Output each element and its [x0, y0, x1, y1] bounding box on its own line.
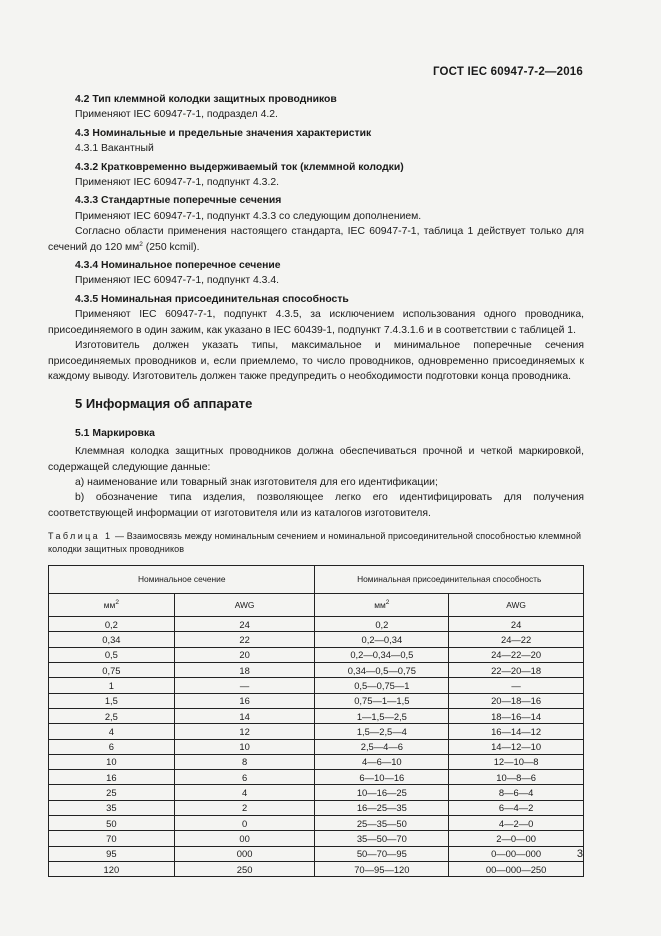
- table-cell: 1—1,5—2,5: [315, 708, 449, 723]
- table-cell: 14: [174, 708, 315, 723]
- table-cell: 18: [174, 663, 315, 678]
- table-row: [49, 663, 584, 678]
- section-4-3-2-text: Применяют IEC 60947-7-1, подпункт 4.3.2.: [75, 177, 280, 189]
- table-row: [49, 831, 584, 846]
- table-cell: 2—0—00: [449, 831, 584, 846]
- table-subheader-text: AWG: [234, 599, 255, 610]
- table-cell: 16: [174, 693, 315, 708]
- table-row: [49, 617, 584, 632]
- table-cell: 0: [174, 816, 315, 831]
- table-row: [49, 754, 584, 769]
- table-cell: 70: [49, 831, 175, 846]
- table-cell: 70—95—120: [315, 861, 449, 876]
- table-cell: 24—22: [449, 632, 584, 647]
- table-cell: 6—10—16: [315, 770, 449, 785]
- table-subheader-text: мм: [103, 599, 116, 610]
- table-cell: 0—00—000: [449, 846, 584, 861]
- table-row: [49, 785, 584, 800]
- table-cell: —: [174, 678, 315, 693]
- section-4-2-text: Применяют IEC 60947-7-1, подраздел 4.2.: [75, 109, 278, 121]
- table-cell: 0,5—0,75—1: [315, 678, 449, 693]
- table-subheader-cell: [449, 594, 584, 617]
- table-caption: [48, 530, 584, 556]
- section-4-2-title: 4.2 Тип клеммной колодки защитных проводников: [75, 94, 337, 105]
- table-cell: 12: [174, 724, 315, 739]
- section-4-3-1: 4.3.1 Вакантный: [75, 143, 154, 155]
- table-cell: 16: [49, 770, 175, 785]
- table-subheader-cell: [174, 594, 315, 617]
- section-4-3-3-text2b: (250 kcmil).: [142, 241, 200, 253]
- table-cell: 6: [49, 739, 175, 754]
- section-5-1-item-b: b) обозначение типа изделия, позволяющее легко его идентифицировать для получения соответствующей информации от изготовителя или из каталогов изготовителя.: [48, 492, 584, 519]
- table-cell: 00—000—250: [449, 861, 584, 876]
- table-caption-label: Таблица 1: [48, 531, 113, 542]
- table-cell: 000: [174, 846, 315, 861]
- table-cell: 10—8—6: [449, 770, 584, 785]
- table-cell: —: [449, 678, 584, 693]
- section-5-1-title: 5.1 Маркировка: [75, 427, 155, 439]
- table-row: [49, 770, 584, 785]
- table-cell: 10: [49, 754, 175, 769]
- table-cell: 2: [174, 800, 315, 815]
- table-cell: 50: [49, 816, 175, 831]
- table-cell: 0,2—0,34: [315, 632, 449, 647]
- section-5-1-text: Клеммная колодка защитных проводников должна обеспечиваться прочной и четкой маркировкой, содержащей следующие данные:: [48, 446, 584, 473]
- table-subheader-sup: 2: [115, 598, 119, 606]
- table-subheader-cell: [315, 594, 449, 617]
- section-5-title: 5 Информация об аппарате: [75, 396, 253, 412]
- table-subheader-text: AWG: [506, 599, 526, 610]
- table-cell: 18—16—14: [449, 708, 584, 723]
- table-cell: 6—4—2: [449, 800, 584, 815]
- table-cell: 1: [49, 678, 175, 693]
- section-4-3-3-text1: Применяют IEC 60947-7-1, подпункт 4.3.3 со следующим дополнением.: [75, 210, 422, 222]
- table-cell: 00: [174, 831, 315, 846]
- table-cell: 1,5: [49, 693, 175, 708]
- table-cell: 22: [174, 632, 315, 647]
- table-row: [49, 846, 584, 861]
- table-cell: 25: [49, 785, 175, 800]
- section-4-3-3-title: 4.3.3 Стандартные поперечные сечения: [75, 195, 282, 207]
- table-cell: 14—12—10: [449, 739, 584, 754]
- section-5-1-item-a: a) наименование или товарный знак изготовителя для его идентификации;: [75, 476, 438, 488]
- table-cell: 24: [449, 617, 584, 632]
- table-cell: 50—70—95: [315, 846, 449, 861]
- table-cell: 1,5—2,5—4: [315, 724, 449, 739]
- table-cell: 0,2: [49, 617, 175, 632]
- section-4-3-2-title: 4.3.2 Кратковременно выдерживаемый ток (клеммной колодки): [75, 161, 404, 173]
- table-cell: 95: [49, 846, 175, 861]
- table-cell: 20: [174, 647, 315, 662]
- sections-table: [48, 565, 584, 877]
- section-4-3-title: 4.3 Номинальные и предельные значения характеристик: [75, 127, 372, 139]
- section-4-3-3-text2a: Согласно области применения настоящего стандарта, IEC 60947-7-1, таблица 1 действует только для сечений до 120 мм: [48, 226, 584, 253]
- table-subheader-sup: 2: [385, 598, 390, 606]
- section-4-3-4-text: Применяют IEC 60947-7-1, подпункт 4.3.4.: [75, 275, 280, 287]
- table-cell: 0,5: [49, 647, 175, 662]
- table-cell: 12—10—8: [449, 754, 584, 769]
- table-body: [49, 617, 584, 877]
- table-caption-text: — Взаимосвязь между номинальным сечением и номинальной присоединительной способностью клеммной колодки защитных проводников: [48, 531, 582, 555]
- page-number: 3: [576, 848, 583, 860]
- table-cell: 25—35—50: [315, 816, 449, 831]
- table-cell: 22—20—18: [449, 663, 584, 678]
- table-cell: 4: [174, 785, 315, 800]
- table-cell: 250: [174, 861, 315, 876]
- document-code-header: ГОСТ IEC 60947-7-2—2016: [432, 66, 583, 78]
- table-row: [49, 678, 584, 693]
- page-content: [48, 92, 584, 877]
- section-4-3-3-text2: [48, 224, 584, 255]
- section-4-3-5-title: 4.3.5 Номинальная присоединительная способность: [75, 293, 349, 305]
- table-cell: 10: [174, 739, 315, 754]
- section-4-3-3-sup: 2: [139, 240, 143, 248]
- table-row: [49, 724, 584, 739]
- table-cell: 6: [174, 770, 315, 785]
- table-group-header: Номинальная присоединительная способность: [315, 566, 584, 594]
- table-cell: 0,75: [49, 663, 175, 678]
- table-cell: 4—2—0: [449, 816, 584, 831]
- table-row: [49, 693, 584, 708]
- table-cell: 0,2: [315, 617, 449, 632]
- table-cell: 0,2—0,34—0,5: [315, 647, 449, 662]
- table-cell: 0,34—0,5—0,75: [315, 663, 449, 678]
- table-cell: 2,5—4—6: [315, 739, 449, 754]
- table-cell: 10—16—25: [315, 785, 449, 800]
- table-cell: 35: [49, 800, 175, 815]
- table-subheader-cell: [49, 594, 175, 617]
- table-cell: 8—6—4: [449, 785, 584, 800]
- table-row: [49, 739, 584, 754]
- table-subheader-text: мм: [374, 599, 386, 610]
- table-row: [49, 816, 584, 831]
- table-cell: 0,34: [49, 632, 175, 647]
- section-4-3-5-text1: Применяют IEC 60947-7-1, подпункт 4.3.5, за исключением использования одного проводника, присоединяемого в один зажим, как указано в IEC 60439-1, подпункт 7.4.3.1.6 и в соответствии с таблицей 1.: [48, 309, 584, 336]
- table-cell: 24—22—20: [449, 647, 584, 662]
- section-4-3-5-text2: Изготовитель должен указать типы, максимальное и минимальное поперечные сечения присоединяемых проводников и, если приемлемо, то число проводников, одновременно присоединяемых к каждому выводу. Изготовитель должен также предупредить о необходимости подготовки конца проводника.: [48, 340, 584, 382]
- table-cell: 0,75—1—1,5: [315, 693, 449, 708]
- section-4-3-4-title: 4.3.4 Номинальное поперечное сечение: [75, 260, 281, 272]
- table-row: [49, 800, 584, 815]
- table-cell: 2,5: [49, 708, 175, 723]
- table-subheader-row: [49, 594, 584, 617]
- table-cell: 20—18—16: [449, 693, 584, 708]
- table-group-header: Номинальное сечение: [49, 566, 315, 594]
- table-cell: 120: [49, 861, 175, 876]
- table-cell: 16—25—35: [315, 800, 449, 815]
- table-cell: 4—6—10: [315, 754, 449, 769]
- table-group-header-row: [49, 566, 584, 594]
- table-row: [49, 861, 584, 876]
- table-cell: 35—50—70: [315, 831, 449, 846]
- table-cell: 16—14—12: [449, 724, 584, 739]
- table-row: [49, 708, 584, 723]
- table-cell: 4: [49, 724, 175, 739]
- table-row: [49, 647, 584, 662]
- table-cell: 24: [174, 617, 315, 632]
- table-cell: 8: [174, 754, 315, 769]
- table-row: [49, 632, 584, 647]
